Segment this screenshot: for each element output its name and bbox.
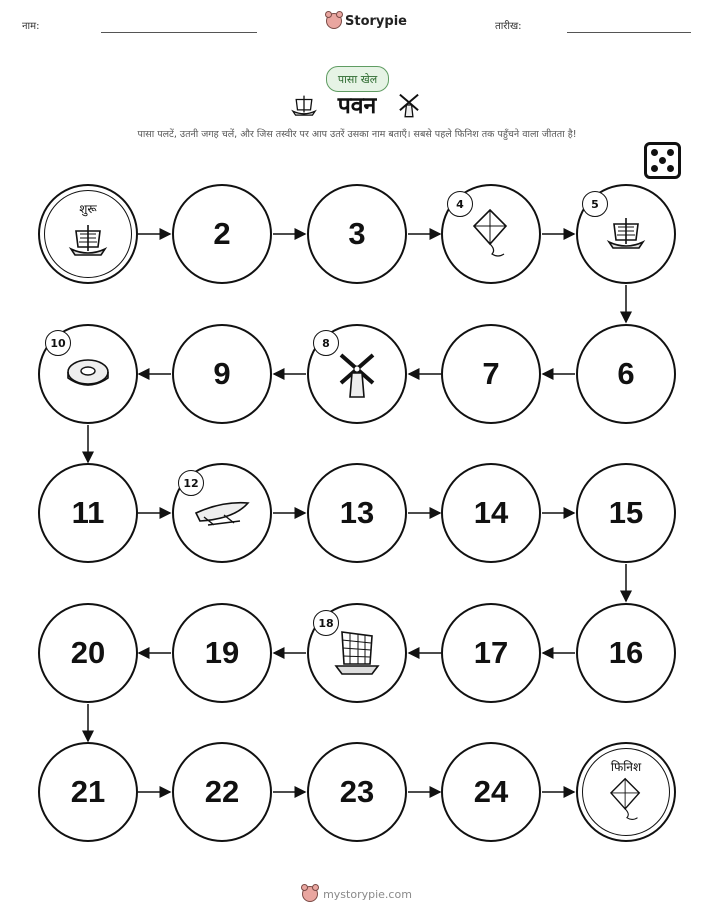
space-9[interactable]	[172, 324, 272, 424]
space-24[interactable]	[441, 742, 541, 842]
windmill-icon	[335, 349, 379, 399]
space-16[interactable]	[576, 603, 676, 703]
space-6[interactable]	[576, 324, 676, 424]
canoe-icon	[194, 497, 250, 529]
kite-icon	[470, 208, 512, 260]
space-14[interactable]	[441, 463, 541, 563]
space-number: 9	[213, 356, 231, 391]
bear-icon	[302, 886, 318, 902]
start-space[interactable]	[38, 184, 138, 284]
space-number: 17	[473, 635, 509, 670]
space-number: 23	[339, 774, 375, 809]
space-number-badge: 4	[447, 191, 473, 217]
space-number: 15	[608, 495, 644, 530]
space-2[interactable]	[172, 184, 272, 284]
space-number: 19	[204, 635, 240, 670]
swim-ring-icon	[65, 356, 111, 392]
name-label: नाम:	[22, 21, 40, 32]
space-11[interactable]	[38, 463, 138, 563]
space-3[interactable]	[307, 184, 407, 284]
ship-icon	[68, 221, 108, 261]
space-number-badge: 5	[582, 191, 608, 217]
space-13[interactable]	[307, 463, 407, 563]
space-21[interactable]	[38, 742, 138, 842]
brand-name: Storypie	[345, 13, 407, 29]
space-7[interactable]	[441, 324, 541, 424]
space-number: 2	[213, 216, 231, 251]
space-22[interactable]	[172, 742, 272, 842]
space-17[interactable]	[441, 603, 541, 703]
space-number: 22	[204, 774, 240, 809]
space-number: 6	[617, 356, 635, 391]
space-number: 3	[348, 216, 366, 251]
space-number: 13	[339, 495, 375, 530]
page-title: पवन	[337, 93, 377, 119]
space-number-badge: 10	[45, 330, 71, 356]
space-15[interactable]	[576, 463, 676, 563]
instructions: पासा पलटें, उतनी जगह चलें, और जिस तस्वीर पर आप उतरें उसका नाम बताएँ। सबसे पहले फिनिश तक पहुँचने वाला जीतता है!	[137, 129, 577, 140]
game-type-badge: पासा खेल	[326, 66, 389, 92]
space-number-badge: 8	[313, 330, 339, 356]
space-number-badge: 18	[313, 610, 339, 636]
finish-space[interactable]	[576, 742, 676, 842]
space-number: 24	[473, 774, 509, 809]
space-20[interactable]	[38, 603, 138, 703]
date-label: तारीख:	[495, 21, 522, 32]
sailboat-icon	[334, 628, 380, 678]
space-number: 14	[473, 495, 509, 530]
start-label: शुरू	[79, 202, 97, 216]
space-number: 11	[71, 495, 105, 530]
space-19[interactable]	[172, 603, 272, 703]
finish-label: फिनिश	[610, 760, 642, 774]
space-number: 21	[70, 774, 106, 809]
space-number: 16	[608, 635, 644, 670]
footer	[0, 886, 714, 902]
kite-icon	[606, 777, 646, 823]
footer-url[interactable]: mystorypie.com	[323, 887, 412, 901]
space-number: 20	[70, 635, 106, 670]
space-number-badge: 12	[178, 470, 204, 496]
space-23[interactable]	[307, 742, 407, 842]
space-number: 7	[482, 356, 500, 391]
ship-icon	[606, 214, 646, 254]
